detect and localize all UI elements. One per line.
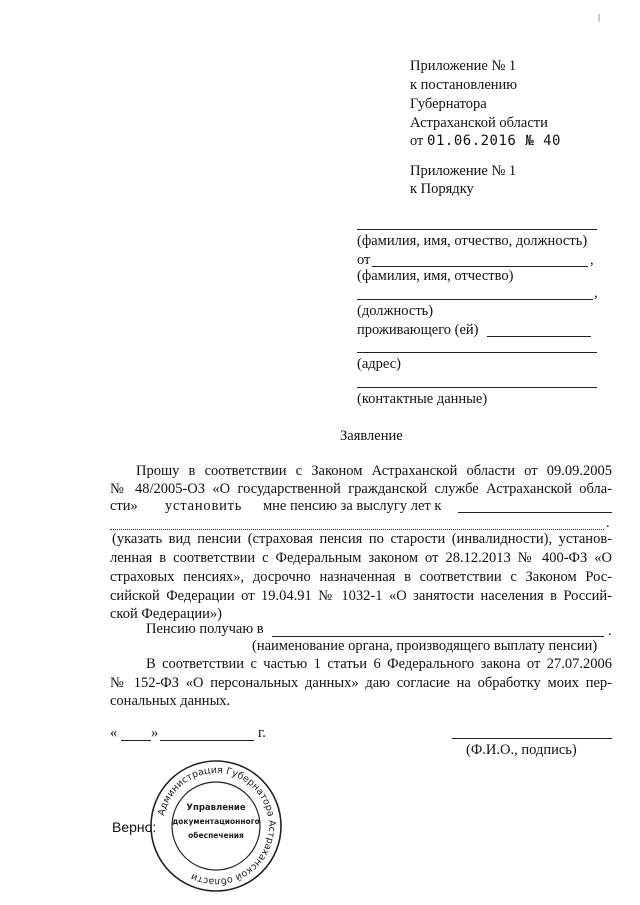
position-line[interactable]: [357, 299, 593, 300]
addressee-line[interactable]: [357, 229, 597, 230]
hint-contacts: (контактные данные): [357, 391, 488, 407]
appendix-to-resolution: к постановлению: [410, 77, 518, 93]
hint-org: (наименование органа, производящего выплату пенсии): [252, 638, 598, 654]
residing-label: проживающего (ей): [357, 322, 479, 338]
signature-line[interactable]: [452, 738, 612, 739]
stamp-seal-graphic: [148, 758, 284, 894]
p2-line5: ской Федерации»): [110, 606, 222, 622]
year-suffix: г.: [258, 725, 266, 741]
p2-line1: (указать вид пенсии (страховая пенсия по старости (инвалидности), установ-: [112, 531, 612, 547]
certified-label: Верно:: [112, 819, 157, 835]
document-title: Заявление: [340, 428, 403, 444]
official-stamp: [148, 758, 284, 894]
appendix-from-date: [410, 132, 561, 150]
hint-fio: (фамилия, имя, отчество): [357, 268, 514, 284]
residing-line[interactable]: [487, 336, 591, 337]
from-prefix: от: [410, 133, 424, 149]
appendix-title: Приложение № 1: [410, 58, 517, 74]
p1-line1: Прошу в соответствии с Законом Астраханской области от 09.09.2005: [136, 463, 612, 479]
month-year-line[interactable]: [160, 740, 254, 741]
day-line[interactable]: [121, 740, 151, 741]
pension-date-line[interactable]: [458, 512, 612, 513]
from-end: ,: [590, 252, 594, 268]
appendix-to-order: к Порядку: [410, 181, 474, 197]
position-end: ,: [594, 285, 598, 301]
pension-label: Пенсию получаю в: [146, 621, 264, 637]
p1-line3a: сти»: [110, 498, 138, 514]
p2-line2: ленная в соответствии с Федеральным законом от 28.12.2013 № 400-ФЗ «О: [110, 550, 612, 566]
appendix-title-2: Приложение № 1: [410, 163, 517, 179]
hint-signature: (Ф.И.О., подпись): [466, 742, 577, 758]
contacts-line[interactable]: [357, 387, 597, 388]
stamp-ring-text: Администрация Губернатора Астраханской области: [156, 764, 278, 888]
stamp-line1: Управление: [186, 803, 246, 813]
appendix-governor: Губернатора: [410, 96, 487, 112]
appendix-region: Астраханской области: [410, 115, 548, 131]
pension-end: .: [608, 623, 612, 639]
p2-line3: страховых пенсиях», досрочно назначенная в соответствии с Законом Рос-: [110, 569, 612, 585]
p3-line1: В соответствии с частью 1 статьи 6 Федерального закона от 27.07.2006: [146, 656, 612, 672]
quote-close: »: [151, 725, 159, 741]
address-line[interactable]: [357, 352, 597, 353]
scan-mark: [598, 14, 600, 22]
hint-address: (адрес): [357, 356, 401, 372]
p1-end: .: [606, 515, 610, 531]
hint-name-position: (фамилия, имя, отчество, должность): [357, 233, 588, 249]
stamp-line2: документационного: [172, 817, 260, 826]
p1-line2: № 48/2005-ОЗ «О государственной гражданской службе Астраханской обла-: [110, 481, 612, 497]
date-number: 01.06.2016 № 40: [427, 133, 561, 149]
hint-position: (должность): [357, 303, 434, 319]
quote-open: «: [110, 725, 118, 741]
from-label: от: [357, 252, 371, 268]
p3-line2: № 152-ФЗ «О персональных данных» даю согласие на обработку моих пер-: [110, 675, 612, 691]
stamp-line3: обеспечения: [188, 831, 244, 840]
p1-line3c: мне пенсию за выслугу лет к: [263, 498, 442, 514]
p2-line4: сийской Федерации от 19.04.91 № 1032-1 «О занятости населения в Россий-: [110, 588, 612, 604]
p1-line3b: установить: [165, 498, 243, 514]
p3-line3: сональных данных.: [110, 693, 231, 709]
